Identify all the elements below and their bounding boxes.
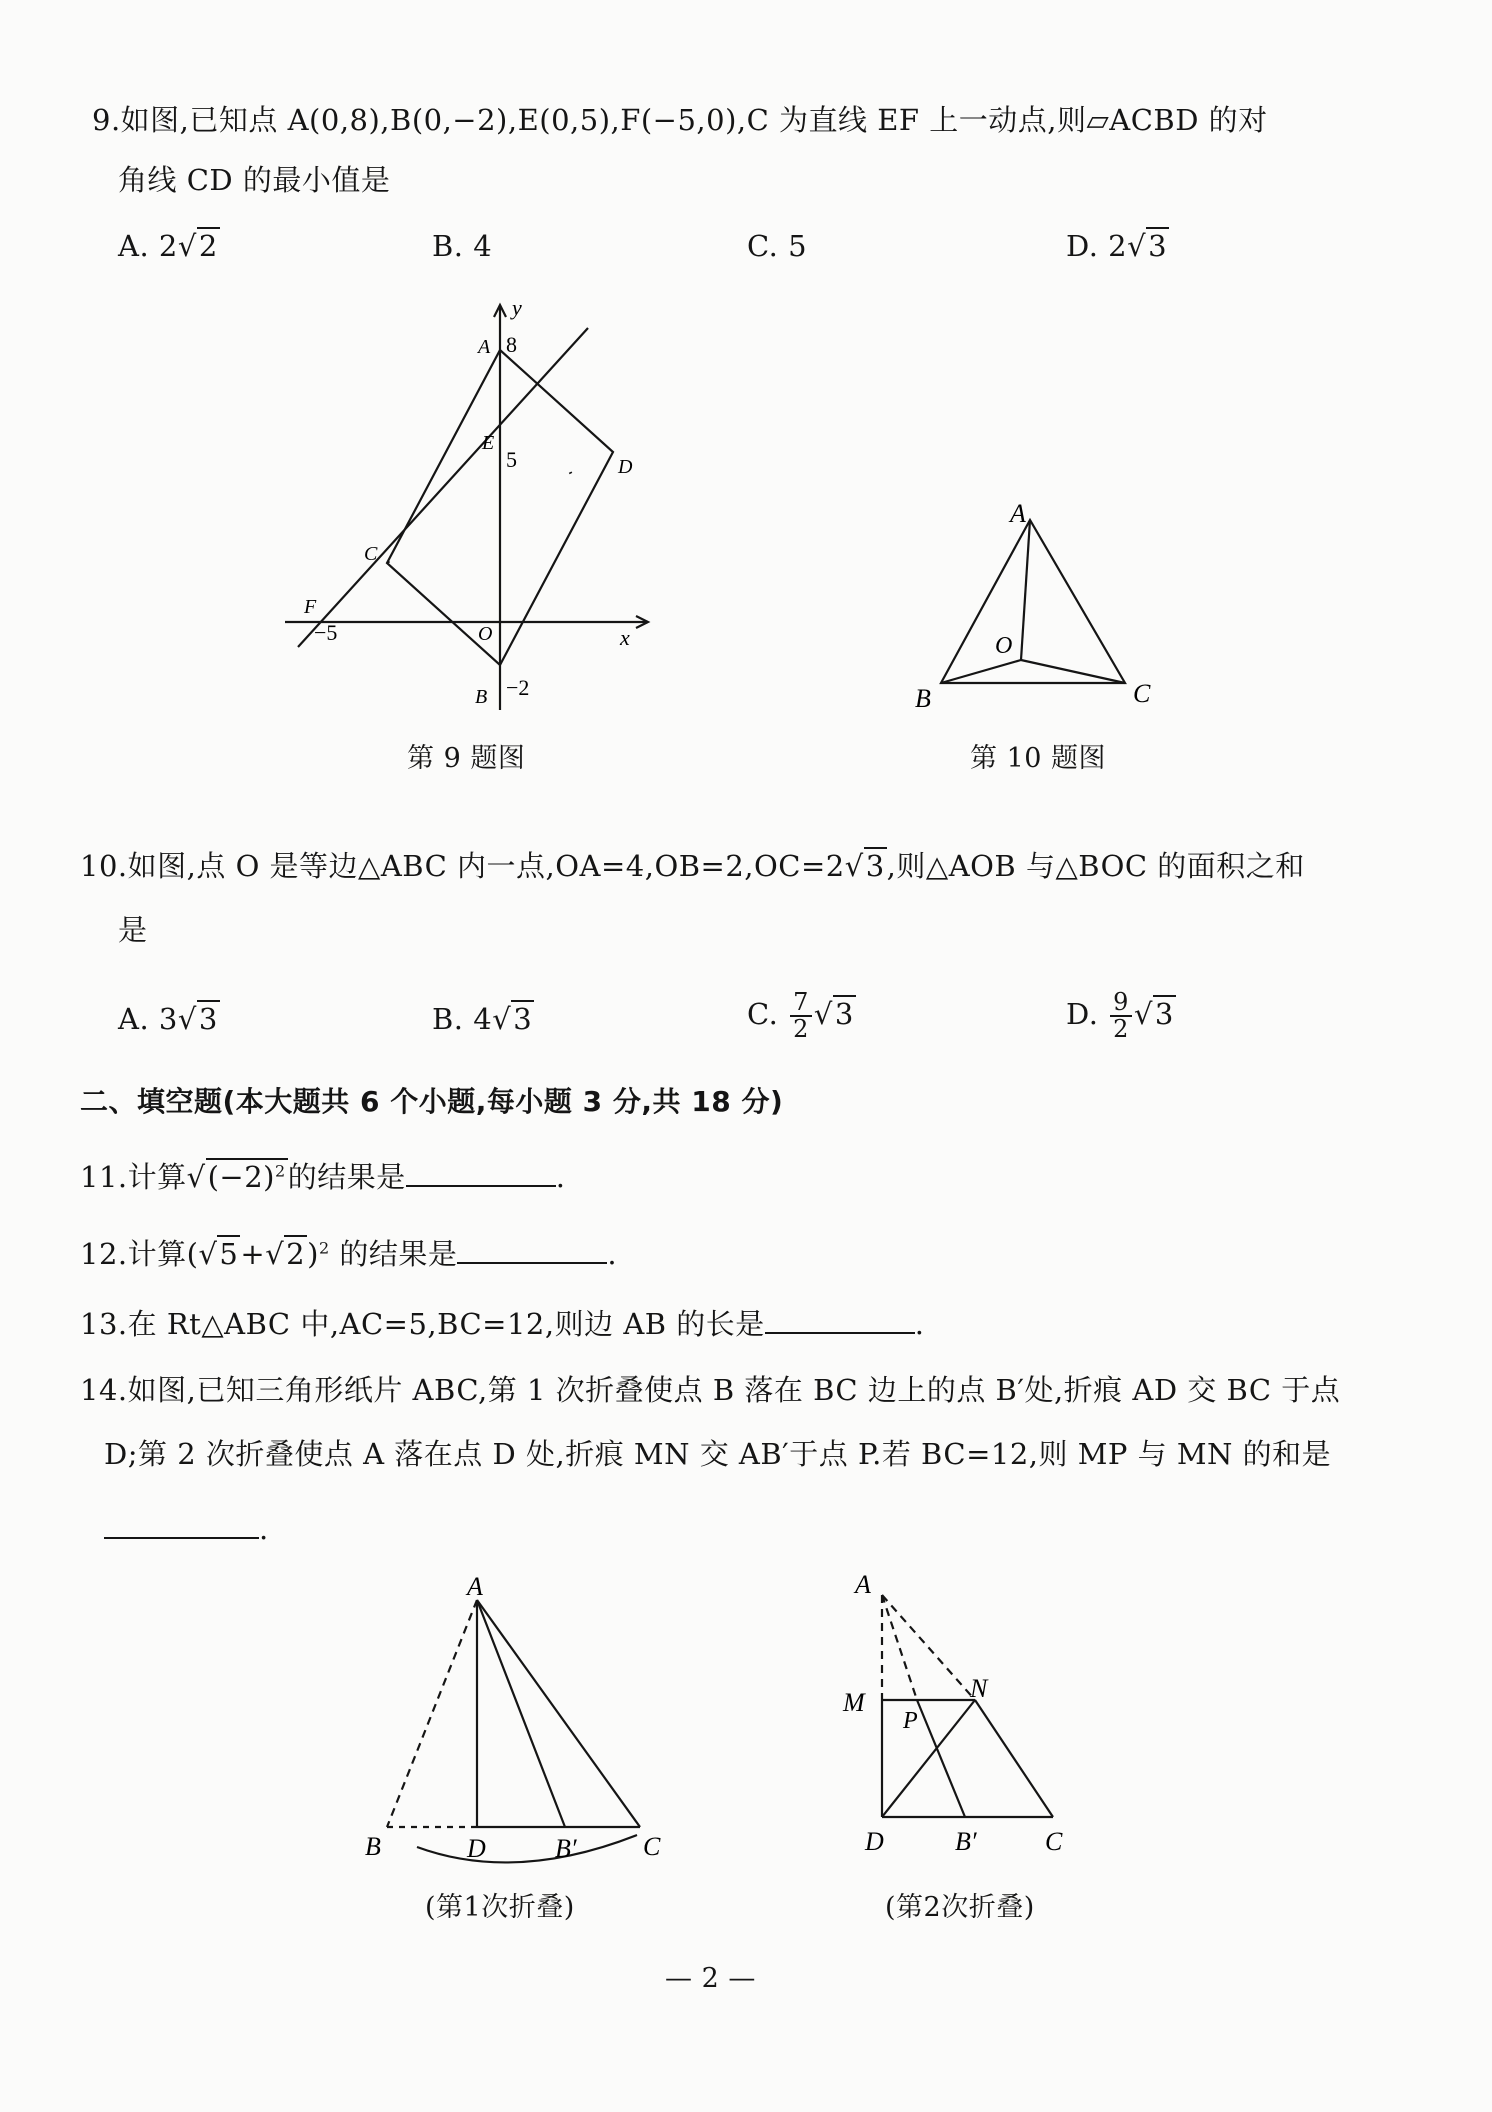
q9-line1 — [92, 103, 1268, 137]
radicand: 2 — [198, 229, 218, 263]
label-b: B — [365, 1832, 381, 1861]
line-ef — [298, 328, 588, 647]
radicand: 3 — [198, 1002, 218, 1036]
segment-pb-prime — [917, 1700, 965, 1817]
sqrt-symbol: √3 — [492, 1002, 533, 1036]
q13 — [80, 1307, 925, 1341]
figure-10-caption: 第 10 题图 — [970, 743, 1107, 774]
period: . — [259, 1512, 269, 1546]
denominator: 2 — [793, 1015, 809, 1044]
label-c: C — [364, 543, 378, 565]
label-d: D — [467, 1834, 486, 1863]
exponent: 2 — [318, 1238, 330, 1258]
label-c: C — [1045, 1827, 1063, 1856]
answer-blank[interactable] — [457, 1240, 607, 1264]
label-m: M — [843, 1688, 865, 1717]
q10-option-d — [1066, 990, 1176, 1042]
segment-dn — [882, 1700, 975, 1817]
sqrt-symbol: √3 — [1127, 229, 1168, 263]
q12-prefix: 12.计算( — [80, 1237, 199, 1271]
sqrt-symbol: √3 — [1133, 997, 1174, 1032]
segment-ob — [941, 660, 1021, 683]
sqrt-symbol: √2 — [177, 229, 218, 263]
q14-line2: D;第 2 次折叠使点 A 落在点 D 处,折痕 MN 交 AB′于点 P.若 BC=12,则 MP 与 MN 的和是 — [104, 1437, 1332, 1471]
radicand — [206, 1158, 288, 1194]
label-p: P — [903, 1708, 918, 1734]
segment-ab-dashed — [387, 1600, 477, 1827]
segment-oc — [1021, 660, 1125, 683]
close-paren: ) — [307, 1237, 319, 1271]
fraction — [1110, 990, 1132, 1042]
label-5: 5 — [506, 447, 517, 472]
sqrt-symbol: √2 — [265, 1237, 306, 1271]
q10-option-c — [747, 990, 856, 1042]
q9-number: 9. — [92, 103, 121, 137]
q10-option-b-label: B. 4 — [432, 1002, 493, 1036]
segment-oa — [1021, 520, 1030, 660]
radicand: 3 — [834, 997, 854, 1032]
q9-line2: 角线 CD 的最小值是 — [118, 163, 391, 197]
label-d: D — [865, 1827, 884, 1856]
period: . — [555, 1160, 566, 1194]
q9-option-a-label: A. 2 — [118, 229, 178, 263]
radicand: 3 — [513, 1002, 533, 1036]
radicand: 3 — [865, 849, 885, 883]
figure-14-fold-1 — [355, 1565, 695, 1870]
q12 — [80, 1237, 618, 1271]
page-number: — 2 — — [665, 1963, 756, 1994]
figure-14-fold-2-caption: (第2次折叠) — [885, 1892, 1035, 1923]
label-minus5: −5 — [314, 620, 338, 645]
q9-option-d-label: D. 2 — [1066, 229, 1128, 263]
label-a: A — [1010, 499, 1026, 528]
q14-line3 — [104, 1512, 269, 1546]
label-b-prime: B′ — [955, 1827, 977, 1856]
figure-14-fold-2 — [835, 1565, 1085, 1870]
segment-an-dashed — [882, 1595, 975, 1700]
label-f: F — [304, 596, 317, 618]
sqrt-symbol: √3 — [177, 1002, 218, 1036]
q13-text: 13.在 Rt△ABC 中,AC=5,BC=12,则边 AB 的长是 — [80, 1307, 765, 1341]
denominator: 2 — [1113, 1015, 1129, 1044]
answer-blank[interactable] — [104, 1515, 259, 1539]
q10-suffix: ,则△AOB 与△BOC 的面积之和 — [886, 849, 1305, 883]
sqrt-symbol: √5 — [198, 1237, 239, 1271]
numerator: 7 — [790, 990, 812, 1017]
segment-nc — [975, 1700, 1053, 1817]
q9-option-d — [1066, 229, 1169, 263]
label-x: x — [620, 625, 630, 650]
answer-blank[interactable] — [406, 1163, 556, 1187]
label-a: A — [855, 1570, 871, 1599]
label-a: A — [478, 336, 491, 358]
q10-option-a-label: A. 3 — [118, 1002, 178, 1036]
label-c: C — [643, 1832, 661, 1861]
q10-line1 — [80, 849, 1305, 883]
q10-line2: 是 — [118, 913, 148, 947]
label-o: O — [478, 623, 493, 645]
label-o: O — [995, 633, 1013, 659]
q9-option-b: B. 4 — [432, 229, 493, 263]
exponent: 2 — [275, 1161, 286, 1181]
fraction — [790, 990, 812, 1042]
q12-suffix: 的结果是 — [329, 1237, 458, 1271]
sqrt-symbol: √3 — [844, 849, 885, 883]
fold-arc — [417, 1835, 637, 1862]
q9-option-a — [118, 229, 220, 263]
q10-option-d-label: D. — [1066, 997, 1099, 1032]
section-2-heading: 二、填空题(本大题共 6 个小题,每小题 3 分,共 18 分) — [80, 1085, 784, 1118]
label-8: 8 — [506, 332, 517, 357]
q11-suffix: 的结果是 — [287, 1160, 406, 1194]
q9-option-c: C. 5 — [747, 229, 808, 263]
figure-14-fold-1-caption: (第1次折叠) — [425, 1892, 575, 1923]
figure-10 — [905, 495, 1175, 720]
q9-text: 如图,已知点 A(0,8),B(0,−2),E(0,5),F(−5,0),C 为直线 EF 上一动点,则▱ACBD 的对 — [120, 103, 1268, 137]
segment-ap-dashed — [882, 1595, 917, 1700]
q10-option-a — [118, 1002, 220, 1036]
segment-ab-prime — [477, 1600, 565, 1827]
label-n: N — [970, 1674, 988, 1703]
label-d: D — [618, 456, 633, 478]
radicand: 2 — [286, 1237, 306, 1271]
label-b: B — [475, 686, 488, 708]
period: . — [914, 1307, 925, 1341]
q10-prefix: 10.如图,点 — [80, 849, 236, 883]
answer-blank[interactable] — [765, 1310, 915, 1334]
label-e: E — [482, 432, 495, 454]
label-b-prime: B′ — [555, 1834, 577, 1863]
triangle-abc — [941, 520, 1125, 683]
label-minus2: −2 — [506, 675, 530, 700]
segment-ac — [477, 1600, 640, 1827]
label-a: A — [467, 1572, 483, 1601]
q10-option-c-label: C. — [747, 997, 779, 1032]
q11 — [80, 1160, 566, 1194]
numerator: 9 — [1110, 990, 1132, 1017]
q10-option-b — [432, 1002, 534, 1036]
period: . — [607, 1237, 618, 1271]
radicand-base: (−2) — [207, 1160, 275, 1194]
q14-line1: 14.如图,已知三角形纸片 ABC,第 1 次折叠使点 B 落在 BC 边上的点 B′处,折痕 AD 交 BC 于点 — [80, 1373, 1341, 1407]
label-b: B — [915, 684, 931, 713]
radicand: 3 — [1154, 997, 1174, 1032]
q11-prefix: 11.计算 — [80, 1160, 187, 1194]
sqrt-symbol: $√(-2)^2$ — [186, 1160, 286, 1194]
figure-9 — [270, 295, 670, 725]
label-y: y — [512, 295, 522, 320]
plus-sign: + — [240, 1237, 266, 1271]
radicand: 5 — [219, 1237, 239, 1271]
radicand: 3 — [1148, 229, 1168, 263]
figure-9-caption: 第 9 题图 — [407, 743, 526, 774]
q10-text: O 是等边△ABC 内一点,OA=4,OB=2,OC=2 — [235, 849, 845, 883]
sqrt-symbol: √3 — [813, 997, 854, 1032]
label-c: C — [1133, 679, 1151, 708]
